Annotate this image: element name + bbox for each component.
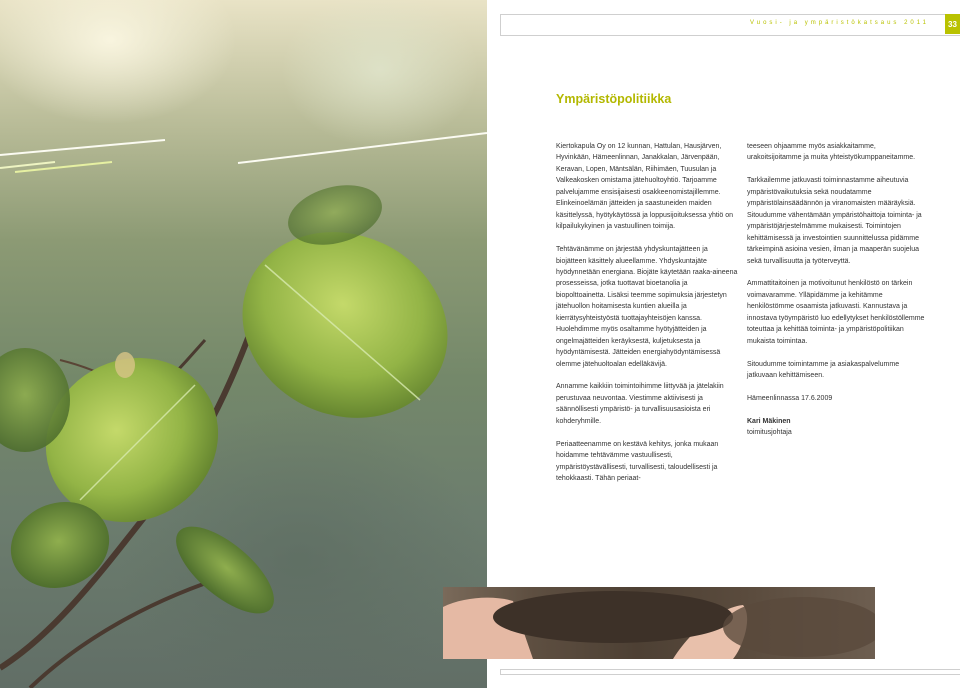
paragraph: Annamme kaikkiin toimintoihimme liittyvää ja jätelakiin perustuvaa neuvontaa. Viestimme aktiivisesti ja säännöllisesti ympäristö- ja turvallisuusasioista eri kohderyhmille.	[556, 383, 724, 425]
signature-name: Kari Mäkinen	[747, 417, 791, 425]
text-column-left	[556, 141, 738, 496]
text-column-right	[747, 141, 929, 439]
paragraph: Tarkkailemme jatkuvasti toiminnastamme aiheutuvia ympäristövaikutuksia sekä noudatamme ympäristölainsäädännön ja viranomaisten määräyksiä. Sitoudumme vähentämään ympäristöhaittoja toiminta- ja ympäristöjärjestelmämme mukaisesti. Toimintojen kehittämisessä ja investointien suunnittelussa pidämme tärkeimpinä asioina vesien, ilman ja maaperän suojelua sekä turvallisuutta ja työterveyttä.	[747, 177, 922, 265]
paragraph: Ammattitaitoinen ja motivoitunut henkilöstö on tärkein voimavaramme. Ylläpidämme ja kehitämme henkilöstömme osaamista jatkuvasti. Kannustava ja innostava työympäristö luo edellytykset henkilöstöllemme toteuttaa ja kehittää toiminta- ja ympäristöpolitiikan mukaista toimintaa.	[747, 280, 925, 345]
paragraph: Kiertokapula Oy on 12 kunnan, Hattulan, Hausjärven, Hyvinkään, Hämeenlinnan, Janakkalan, Järvenpään, Keravan, Lopen, Mäntsälän, Riihimäen, Tuusulan ja Valkeakosken omistama jätehuoltoyhtiö. Tarjoamme palvelujamme ensisijaisesti osakkeenomistajillemme. Elinkeinoelämän jätteiden ja saastuneiden maiden käsittelyssä, hyötykäytössä ja loppusijoituksessa yhtiö on kilpailukykyinen ja vastuullinen toimija.	[556, 143, 734, 231]
paragraph: Hämeenlinnassa 17.6.2009	[747, 394, 833, 402]
paragraph: teeseen ohjaamme myös asiakkaitamme, urakoitsijoitamme ja muita yhteistyökumppaneitamme.	[747, 143, 916, 162]
page-header-bar	[500, 14, 960, 36]
running-title: Vuosi- ja ympäristökatsaus 2011	[749, 20, 929, 26]
paragraph: Periaatteenamme on kestävä kehitys, jonka mukaan hoidamme tehtävämme vastuullisesti, ympäristöystävällisesti, turvallisesti, taloudellisesti ja tehokkaasti. Tähän periaat-	[556, 440, 719, 483]
paragraph: Sitoudumme toimintamme ja asiakaspalvelumme jatkuvaan kehittämiseen.	[747, 360, 900, 380]
hands-soil-photo	[443, 587, 875, 659]
section-title: Ympäristöpolitiikka	[556, 92, 672, 106]
paragraph: Tehtävänämme on järjestää yhdyskuntajätteen ja biojätteen käsittely alueellamme. Yhdyskuntajäte hyödynnetään energiana. Biojäte käytetään raaka-aineena prosesseissa, jotka tuottavat bioetanolia ja biopolttoainetta. Lisäksi teemme sopimuksia järjestetyn jätehuollon hoitamisesta kuntien alueilla ja kierrätysyhteistyöstä tuottajayhteisöjen kanssa. Huolehdimme myös osaltamme hyötyjätteiden ja ongelmajätteiden keräyksestä, kuljetuksesta ja hyödyntämisestä. Jätteiden energiahyödyntämisessä olemme jätehuoltoalan edelläkävijä.	[556, 246, 738, 368]
hands-soil-illustration	[443, 587, 875, 659]
signature-title: toimitusjohtaja	[747, 429, 792, 437]
signature-block	[747, 416, 929, 439]
page-number: 33	[945, 14, 960, 34]
bottom-rule	[500, 669, 960, 675]
